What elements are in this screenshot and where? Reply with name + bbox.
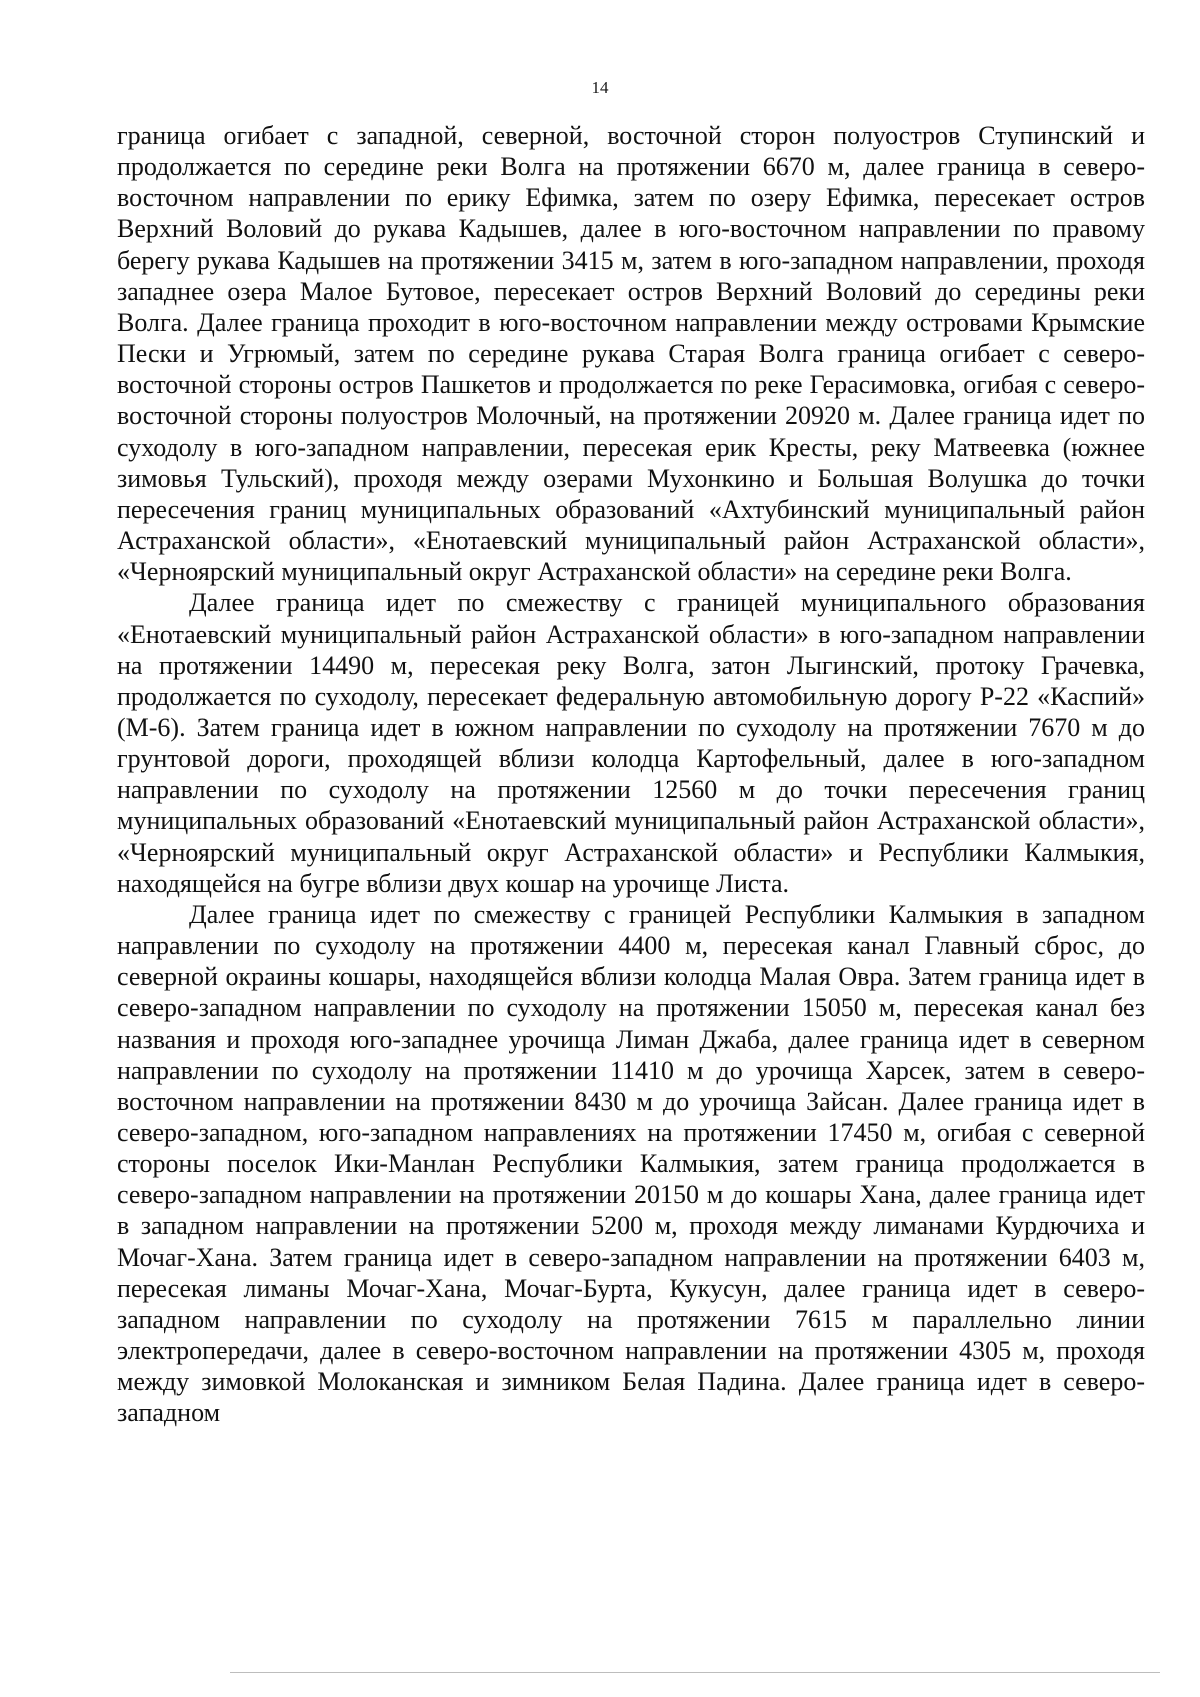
document-body <box>117 120 1145 1429</box>
paragraph-boundary-stupinsky: граница огибает с западной, северной, восточной сторон полуостров Ступинский и продолжается по середине реки Волга на протяжении 6670 м, далее граница в северо-восточном направлении по ерику Ефимка, затем по озеру Ефимка, пересекает остров Верхний Воловий до рукава Кадышев, далее в юго-восточном направлении по правому берегу рукава Кадышев на протяжении 3415 м, затем в юго-западном направлении, проходя западнее озера Малое Бутовое, пересекает остров Верхний Воловий до середины реки Волга. Далее граница проходит в юго-восточном направлении между островами Крымские Пески и Угрюмый, затем по середине рукава Старая Волга граница огибает с северо-восточной стороны остров Пашкетов и продолжается по реке Герасимовка, огибая с северо-восточной стороны полуостров Молочный, на протяжении 20920 м. Далее граница идет по суходолу в юго-западном направлении, пересекая ерик Кресты, реку Матвеевка (южнее зимовья Тульский), проходя между озерами Мухонкино и Большая Волушка до точки пересечения границ муниципальных образований «Ахтубинский муниципальный район Астраханской области», «Енотаевский муниципальный район Астраханской области», «Черноярский муниципальный округ Астраханской области» на середине реки Волга. <box>117 121 1145 587</box>
bottom-scan-line <box>230 1672 1160 1673</box>
paragraph-boundary-enotaevsky: Далее граница идет по смежеству с границей муниципального образования «Енотаевский муниципальный район Астраханской области» в юго-западном направлении на протяжении 14490 м, пересекая реку Волга, затон Лыгинский, протоку Грачевка, продолжается по суходолу, пересекает федеральную автомобильную дорогу Р-22 «Каспий» (М-6). Затем граница идет в южном направлении по суходолу на протяжении 7670 м до грунтовой дороги, проходящей вблизи колодца Картофельный, далее в юго-западном направлении по суходолу на протяжении 12560 м до точки пересечения границ муниципальных образований «Енотаевский муниципальный район Астраханской области», «Черноярский муниципальный округ Астраханской области» и Республики Калмыкия, находящейся на бугре вблизи двух кошар на урочище Листа. <box>117 588 1145 898</box>
page-number: 14 <box>591 78 609 97</box>
paragraph-boundary-kalmykia: Далее граница идет по смежеству с границей Республики Калмыкия в западном направлении по суходолу на протяжении 4400 м, пересекая канал Главный сброс, до северной окраины кошары, находящейся вблизи колодца Малая Овра. Затем граница идет в северо-западном направлении по суходолу на протяжении 15050 м, пересекая канал без названия и проходя юго-западнее урочища Лиман Джаба, далее граница идет в северном направлении по суходолу на протяжении 11410 м до урочища Харсек, затем в северо-восточном направлении на протяжении 8430 м до урочища Зайсан. Далее граница идет в северо-западном, юго-западном направлениях на протяжении 17450 м, огибая с северной стороны поселок Ики-Манлан Республики Калмыкия, затем граница продолжается в северо-западном направлении на протяжении 20150 м до кошары Хана, далее граница идет в западном направлении на протяжении 5200 м, проходя между лиманами Курдючиха и Мочаг-Хана. Затем граница идет в северо-западном направлении на протяжении 6403 м, пересекая лиманы Мочаг-Хана, Мочаг-Бурта, Кукусун, далее граница идет в северо-западном направлении по суходолу на протяжении 7615 м параллельно линии электропередачи, далее в северо-восточном направлении на протяжении 4305 м, проходя между зимовкой Молоканская и зимником Белая Падина. Далее граница идет в северо-западном <box>117 899 1145 1428</box>
